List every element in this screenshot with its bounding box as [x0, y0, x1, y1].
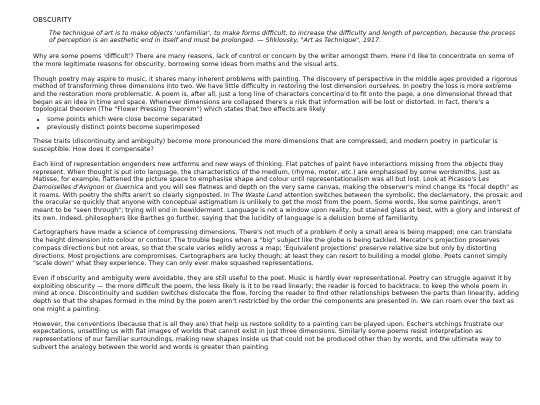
- list-item: • previously distinct points become superimposed: [47, 124, 523, 132]
- paragraph-7: However, the conventions (because that is all they are) that help us restore solidity to a painting can be played upon. Escher's etchings frustrate our expectations, unsettling us with flat images of worlds that cannot exist in just three dimensions. Similarly some poems resist interpretation as representations of our familiar surroundings, making new shapes inside us that could not be produced other than by words, and the ultimate way to subvert the analogy between the world and words is greater than painting: [33, 320, 504, 351]
- page-title: OBSCURITY: [33, 16, 72, 24]
- paragraph-4: [33, 161, 523, 223]
- paragraph-5: Cartographers have made a science of compressing dimensions. There's not much of a problem if only a small area is being mapped; one can translate the height dimension into colour or contour. The trouble begins when a "big" subject like the globe is being tackled. Mercator's projection preserves compass directions but not areas, so that the scale varies wildly across a map; 'Equivalent projections' preserve relative size but only by distorting directions. Most projections are compromises. Cartographers are lucky though; at least they can resort to building a model globe. Poets cannot simply "scale down" what they experience. They can only ever make squashed representations.: [33, 229, 512, 268]
- paragraph-6: Even if obscurity and ambiguity were avoidable, they are still useful to the poet. Music is hardly ever representational. Poetry can struggle against it by exploiting obscurity — the more difficult the poem, the less likely is it to be read linearly; the reader is forced to backtrace, to keep the whole poem in mind at once. Discontinuity and sudden switches dislocate the flow, forcing the reader to find other relationships between the parts than linearity, adding depth so that the shapes formed in the mind by the poem aren't restricted by the order the components are presented in. We can roam over the text as one might a painting.: [33, 274, 520, 313]
- epigraph-quote: The technique of art is to make objects 'unfamiliar', to make forms difficult, to increase the difficulty and length of perception, because the process of perception is an aesthetic end in itself and must be prolonged. — Shklovsky, "Art as Technique", 1917.: [49, 29, 516, 45]
- paragraph-2: Though poetry may aspire to music, it shares many inherent problems with painting. The discovery of perspective in the middle ages provided a rigorous method of transforming three dimensions into two. We have little difficulty in restoring the lost dimension ourselves. In poetry the loss is more extreme and the restoration more problematic. A poem is, after all, just a long line of characters concertina'd to fit onto the page, a one dimensional thread that began as an idea in time and space. Whenever dimensions are collapsed there's a risk that information will be lost or distorted. In fact, there's a topological theorem (The "Flower Pressing Theorem") which states that two effects are likely: [33, 75, 518, 114]
- artwork-title: Guernica: [115, 183, 144, 191]
- article: [33, 17, 523, 358]
- paragraph-4-text: attention switches between the symbolic, the declamatory, the prosaic and the oracular so quickly that anyone with conceptual astigmatism is unlikely to get the most from the poem. Some words, like some paintings, aren't meant to be "seen through"; trying will end in bewilderment. Language is not a window upon reality, but stained glass at best, with a glory and interest of its own. Indeed, philosophers like Barthes go further, saying that the lucidity of language is a delusion borne of familiarity.: [33, 191, 523, 222]
- paragraph-4-text: and you will see flatness and depth on the very same canvas, making the observer's mind change its "focal depth" as it roams. With poetry the shifts aren't so clearly signposted. In: [33, 183, 519, 199]
- paragraph-3: These traits (discontinuity and ambiguity) become more pronounced the more dimensions that are compressed, and modern poetry in particular is susceptible. How does it compensate?: [33, 138, 498, 154]
- poem-title: The Waste Land: [231, 191, 283, 199]
- effects-list: [33, 116, 523, 131]
- paragraph-4-text: Each kind of representation engenders new artforms and new ways of thinking. Flat patches of paint have interactions missing from the objects they represent. When thought is put into language, the characteristics of the medium, (rhyme, meter, etc.) are emphasised by some wordsmiths, just as Matisse, for example, flattened the picture space to emphasise shape and colour until representationalism was all but lost. Look at Picasso's: [33, 160, 504, 184]
- list-item: • some points which were close become separated: [47, 116, 523, 124]
- paragraph-4-text: or: [104, 183, 116, 191]
- paragraph-1: Why are some poems 'difficult'? There are many reasons, lack of control or concern by the writer amongst them. Here I'd like to concentrate on some of the more legitimate reasons for obscurity, borrowing some ideas from maths and the visual arts.: [33, 53, 514, 68]
- artwork-title: Les Damoiselles d'Avignon: [33, 176, 490, 191]
